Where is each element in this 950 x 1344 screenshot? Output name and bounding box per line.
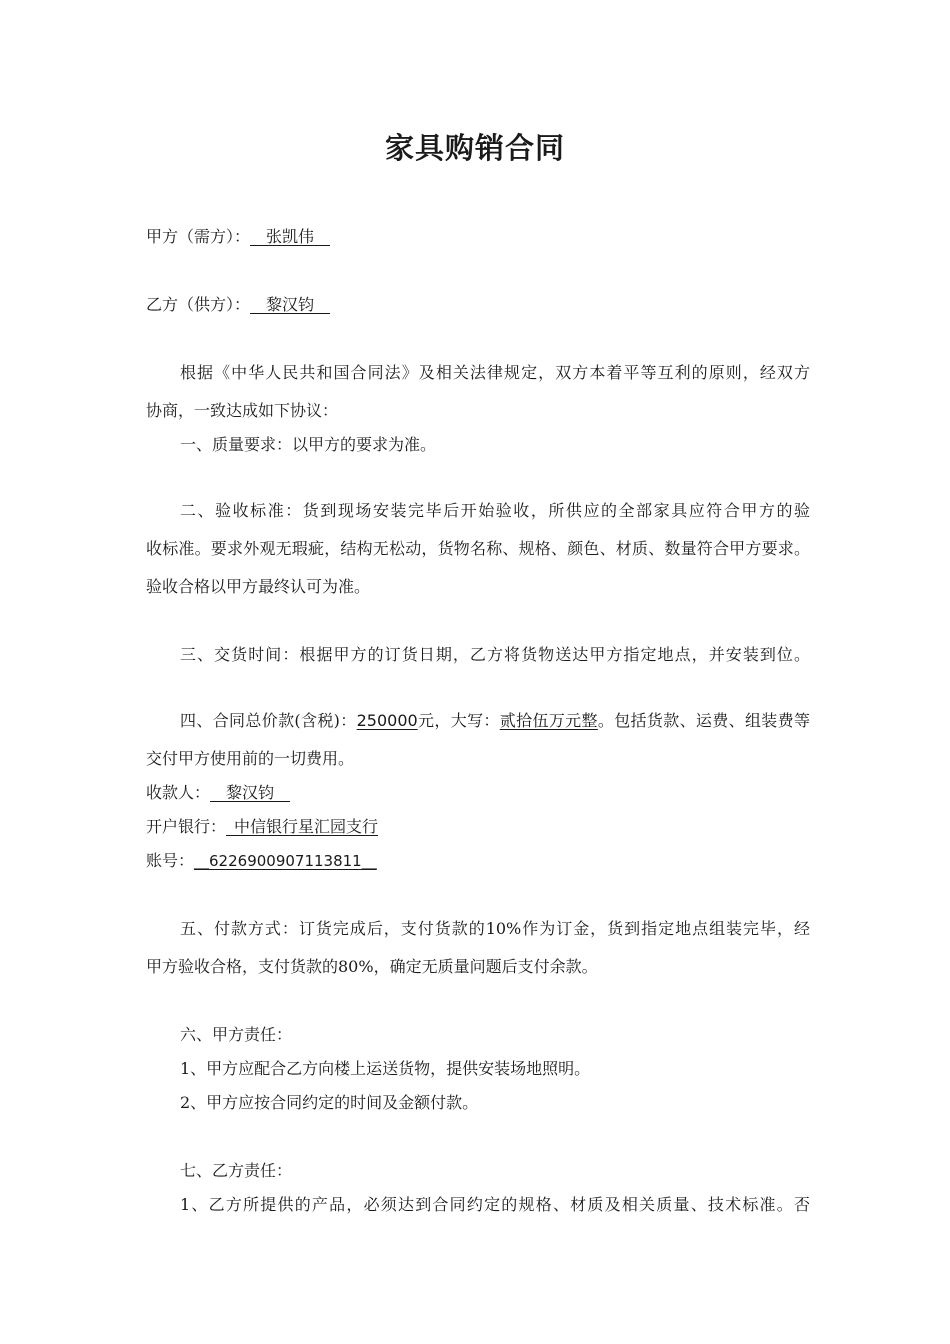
clause-2-line-2: 收标准。要求外观无瑕疵，结构无松动，货物名称、规格、颜色、材质、数量符合甲方要求。	[146, 539, 810, 558]
clause-3: 三、交货时间：根据甲方的订货日期，乙方将货物送达甲方指定地点，并安装到位。	[180, 645, 810, 664]
party-b-label: 乙方（供方）：	[146, 295, 251, 314]
document-title: 家具购销合同	[384, 131, 565, 165]
clause-7-item-1: 1、乙方所提供的产品，必须达到合同约定的规格、材质及相关质量、技术标准。否	[180, 1195, 810, 1214]
contract-amount: 250000	[356, 711, 418, 730]
party-a-line	[146, 226, 810, 248]
bank-value: _中信银行星汇园支行	[226, 817, 379, 836]
clause-6-item-1: 1、甲方应配合乙方向楼上运送货物，提供安装场地照明。	[180, 1059, 591, 1078]
intro-line-2: 协商，一致达成如下协议：	[146, 401, 339, 420]
intro-line-1: 根据《中华人民共和国合同法》及相关法律规定，双方本着平等互利的原则，经双方	[180, 363, 810, 382]
clause-5-line-1: 五、付款方式：订货完成后，支付货款的10%作为订金，货到指定地点组装完毕，经	[180, 919, 810, 938]
party-a-label: 甲方（需方）：	[146, 227, 251, 246]
clause-7-title: 七、乙方责任：	[180, 1161, 293, 1180]
clause-1: 一、质量要求：以甲方的要求为准。	[180, 435, 437, 454]
clause-4-mid: 元，大写：	[417, 711, 500, 730]
contract-amount-words: 贰拾伍万元整	[499, 711, 598, 730]
account-value: __6226900907113811__	[194, 852, 377, 870]
account-label: 账号：	[146, 851, 195, 870]
payee-line	[146, 782, 810, 804]
clause-4-prefix: 四、合同总价款(含税)：	[180, 711, 357, 730]
bank-line	[146, 816, 810, 838]
clause-5-line-2: 甲方验收合格，支付货款的80%，确定无质量问题后支付余款。	[146, 957, 598, 976]
party-b-line	[146, 294, 810, 316]
clause-2-line-3: 验收合格以甲方最终认可为准。	[146, 577, 371, 596]
clause-6-title: 六、甲方责任：	[180, 1025, 293, 1044]
clause-4-suffix: 。包括货款、运费、组装费等	[597, 711, 810, 730]
bank-label: 开户银行：	[146, 817, 227, 836]
account-line	[146, 850, 810, 872]
party-a-name: __张凯伟__	[250, 227, 331, 246]
party-b-name: __黎汉钧__	[250, 295, 331, 314]
clause-2-line-1: 二、验收标准：货到现场安装完毕后开始验收，所供应的全部家具应符合甲方的验	[180, 501, 810, 520]
payee-label: 收款人：	[146, 783, 211, 802]
clause-6-item-2: 2、甲方应按合同约定的时间及金额付款。	[180, 1093, 479, 1112]
clause-4-line-2: 交付甲方使用前的一切费用。	[146, 749, 355, 768]
payee-value: __黎汉钧__	[210, 783, 291, 802]
clause-4-line-1	[146, 710, 810, 732]
